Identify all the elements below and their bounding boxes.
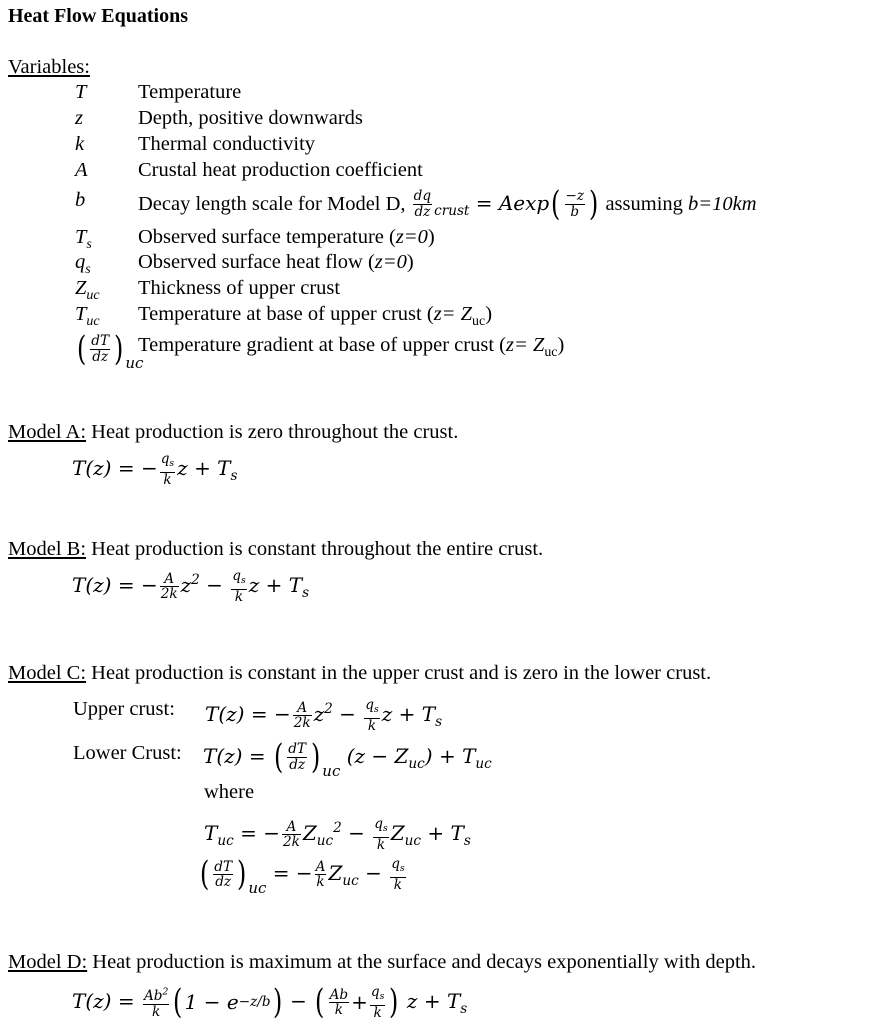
math-group [92,349,108,365]
math-group [138,251,414,273]
variable-description [138,332,564,366]
text-run: A [286,818,297,835]
text-run: dz [289,756,306,773]
text-run: z [313,702,325,727]
text-run: + T [421,821,464,846]
subscript: s [230,467,238,484]
superscript: −z/b [238,994,271,1011]
right-paren: ) [589,184,599,224]
fraction [364,698,379,733]
variable-description [138,224,435,250]
fraction [213,860,233,890]
math-group [286,819,296,835]
text-run: = Aexp [469,190,550,215]
fraction [90,334,110,364]
fraction [373,817,388,852]
parenthesized-group [272,737,341,780]
text-run: Temperature gradient at base of upper crust ( [138,334,506,356]
denominator [160,473,175,487]
text-run: k [234,588,244,605]
where-label: where [204,781,255,803]
text-run: Observed surface heat flow ( [138,251,375,273]
variable-description [138,131,315,157]
text-run: dT [214,858,233,875]
math-group [203,737,492,780]
text-run: k [334,1001,343,1018]
math-group [374,816,388,835]
denominator [364,719,379,733]
math-group [152,1004,160,1020]
math-group [377,837,385,853]
parenthesized-group [198,854,267,898]
numerator [213,860,233,875]
model-b-equation [72,567,309,606]
text-run: 2k [293,715,311,732]
variable-symbol [75,157,88,183]
text-run: ) [406,251,414,273]
math-group [75,251,91,277]
math-group [72,982,468,1023]
math-group [198,854,408,898]
text-run: dT [91,333,110,350]
math-group [235,589,243,605]
italic-text: b=10km [688,192,757,215]
tuc-equation [204,815,471,854]
math-group [214,859,232,875]
math-group [283,834,300,850]
variable-description [138,105,363,131]
right-paren: ) [272,982,282,1023]
denominator [315,875,327,889]
math-group [75,329,144,372]
text-run: + [351,990,368,1015]
text-run: 1 − e [184,990,239,1015]
text-run: = − [233,821,280,846]
italic-text: z= Z [505,334,545,356]
math-group [75,81,86,103]
math-group [394,877,402,893]
text-run: k [376,836,386,853]
text-run: dq [413,188,432,205]
math-group [335,1002,343,1018]
variable-symbol [75,329,144,372]
fraction [390,857,405,892]
text-run: − [199,573,230,598]
denominator [373,838,388,852]
numerator [370,985,385,1006]
math-group [138,277,340,299]
math-group [289,757,305,773]
italic-text: T [75,81,87,103]
right-paren: ) [389,982,399,1023]
math-group [72,568,310,605]
math-group [215,874,231,890]
subscript: uc [472,313,486,329]
subscript: s [169,458,175,470]
denominator [231,590,246,604]
model-d-label: Model D: [8,951,88,973]
subscript: uc [544,344,558,360]
document-title: Heat Flow Equations [8,5,189,27]
italic-text: z=0 [374,251,407,273]
denominator [293,716,312,730]
inline-equation [411,184,601,224]
math-group [138,81,241,103]
text-run: Thermal conductivity [138,133,316,155]
fraction [413,189,432,219]
denominator [213,875,233,889]
right-paren: ) [114,329,124,369]
subscript: uc [316,832,334,849]
fraction [160,572,179,602]
text-run: k [152,1003,161,1020]
numerator [413,189,432,204]
math-group [91,333,109,349]
text-run: Temperature at base of upper crust ( [138,303,434,325]
fraction [160,452,175,487]
variable-description [138,157,423,183]
variable-description [138,301,492,335]
math-group [316,859,326,875]
subscript: uc [408,755,425,772]
text-run: q [391,856,400,872]
math-group [75,133,84,155]
math-group [316,874,324,890]
model-b-label: Model B: [8,538,87,560]
text-run: q [370,984,380,1000]
parenthesized-group [171,982,283,1023]
subscript: s [86,236,92,252]
subscript: uc [322,762,341,780]
denominator [143,1005,169,1019]
math-group [72,451,238,488]
text-run: z + T [248,573,303,598]
model-c-description: Heat production is constant in the upper crust and is zero in the lower crust. [86,662,712,684]
math-group [205,697,443,734]
text-run: q [160,451,170,467]
fraction [143,986,169,1019]
denominator [282,835,301,849]
variables-heading: Variables: [8,56,90,78]
text-run: q [365,697,374,714]
text-run: Depth, positive downwards [138,107,363,129]
upper-crust-equation [205,696,442,735]
upper-crust-label: Upper crust: [73,698,175,720]
italic-text: q [75,251,86,273]
math-group [75,189,85,211]
math-group [414,188,431,204]
variable-symbol [75,131,84,157]
math-group [75,159,88,181]
numerator [160,452,175,473]
model-a-label: Model A: [8,421,87,443]
variable-description [138,184,757,224]
subscript: s [399,863,405,875]
subscript: s [463,832,471,849]
italic-text: T [75,303,87,325]
parenthesized-group [313,982,400,1023]
math-group [373,1005,381,1021]
numerator [293,701,312,716]
left-paren: ( [76,329,87,369]
math-group [330,987,349,1003]
left-paren: ( [273,737,284,777]
italic-text: z=0 [395,226,428,248]
subscript: uc [342,872,359,889]
math-group [138,133,315,155]
numerator [315,860,327,875]
text-run: − [332,702,363,727]
math-group [138,334,565,360]
text-run: T(z) = [203,743,272,768]
text-run: T [204,821,218,846]
subscript: uc [86,287,100,303]
text-run: Decay length scale for Model D, [138,192,411,215]
text-run: T(z) = − [72,455,158,480]
superscript: 2 [333,820,342,836]
model-d-description: Heat production is maximum at the surface and decays exponentially with depth. [87,951,757,973]
text-run: dz [92,348,109,365]
text-run: z + T [177,455,231,480]
variable-description [138,79,241,105]
right-paren: ) [237,854,247,895]
fraction [315,860,327,890]
text-run: A [297,699,308,716]
text-run: Ab [143,988,163,1005]
denominator [370,1006,385,1020]
math-group [163,472,171,488]
text-run: ) + T [424,743,476,768]
text-run: T(z) = − [205,702,291,727]
math-group [144,988,168,1004]
italic-text: k [75,133,85,155]
math-group [365,697,379,716]
lower-crust-equation [203,737,492,780]
italic-text: Z [75,277,87,299]
subscript: s [241,575,246,587]
text-run: Observed surface temperature ( [138,226,396,248]
text-run: assuming [600,192,689,215]
text-run: q [232,568,241,585]
denominator [287,758,307,772]
subscript: s [382,823,388,835]
variable-description [138,249,414,275]
math-group [160,451,175,470]
text-run: Thickness of upper crust [138,277,341,299]
text-run: 2k [282,834,300,851]
variable-symbol [75,79,86,105]
numerator [329,988,350,1003]
model-d-equation [72,982,468,1023]
denominator [90,350,110,364]
math-group [370,984,385,1003]
left-paren: ( [551,184,561,224]
text-run: T(z) = − [72,573,158,598]
left-paren: ( [199,854,210,895]
italic-text: z= Z [433,303,473,325]
italic-text: T [75,226,87,248]
math-group [161,586,178,602]
numerator [143,986,169,1005]
text-run: z [180,573,192,598]
model-b-heading [8,536,543,562]
text-run: dz [215,873,232,890]
text-run: Z [328,860,343,885]
subscript: s [379,991,385,1003]
subscript: s [85,261,91,277]
fraction [565,189,586,219]
fraction [370,985,385,1020]
subscript: uc [475,755,492,772]
italic-text: z [75,107,83,129]
subscript: uc [404,832,421,849]
math-group [566,188,585,204]
subscript: uc [125,354,144,372]
denominator [390,878,405,892]
variable-description [138,275,340,301]
model-c-heading [8,660,711,686]
denominator [413,205,432,219]
numerator [282,820,301,835]
subscript: s [460,1000,468,1017]
denominator [565,205,586,219]
text-run: A [315,858,326,875]
left-paren: ( [173,982,183,1023]
gradient-equation [198,854,408,898]
model-d-heading [8,949,756,975]
math-group [232,568,246,587]
numerator [160,572,179,587]
text-run: k [316,873,325,890]
math-group [138,226,435,248]
subscript: s [435,713,443,730]
italic-text: b [75,189,86,211]
denominator [160,587,179,601]
math-group [75,277,100,303]
math-group [138,159,423,181]
model-c-label: Model C: [8,662,87,684]
parenthesized-group [549,184,600,224]
math-group [297,700,307,716]
superscript: 2 [324,701,333,717]
text-run: z + T [400,988,461,1013]
math-group [75,303,100,329]
model-a-description: Heat production is zero throughout the crust. [86,421,459,443]
fraction [287,742,307,772]
math-group [138,303,493,329]
text-run: − [341,821,372,846]
fraction [293,701,312,731]
text-run: Crustal heat production coefficient [138,159,423,181]
text-run: ) [485,303,493,325]
text-run: Z [390,821,405,846]
math-group [138,184,757,224]
italic-text: A [75,159,88,181]
text-run: = − [266,860,313,885]
subscript: crust [434,202,470,219]
text-run: T(z) = [72,988,141,1013]
text-run: k [367,717,377,734]
text-run: ) [427,226,435,248]
text-run: dz [414,203,431,220]
text-run: Z [302,821,317,846]
model-a-equation [72,452,238,489]
variable-symbol [75,105,83,131]
text-run: k [373,1004,382,1021]
denominator [329,1003,350,1017]
text-run: −z [565,188,585,205]
text-run: 2k [160,586,178,603]
math-group [414,204,430,220]
text-run: z + T [381,702,436,727]
numerator [565,189,586,204]
math-group [75,107,83,129]
numerator [364,698,379,719]
subscript: s [302,584,310,601]
model-a-heading [8,419,458,445]
math-group [368,718,376,734]
text-run: dT [288,741,307,758]
lower-crust-label: Lower Crust: [73,742,182,764]
math-group [288,741,306,757]
fraction [231,569,246,604]
text-run: q [374,816,383,833]
math-group [391,856,405,875]
right-paren: ) [311,737,321,777]
math-group [75,226,92,252]
math-group [204,816,471,853]
math-group [294,715,311,731]
superscript: 2 [162,986,169,998]
numerator [231,569,246,590]
subscript: uc [86,313,100,329]
text-run: k [393,876,403,893]
model-b-description: Heat production is constant throughout the entire crust. [86,538,544,560]
math-group [570,204,579,220]
math-group [164,571,174,587]
fraction [329,988,350,1018]
text-run: − [358,860,389,885]
numerator [90,334,110,349]
subscript: uc [248,879,267,898]
text-run: k [163,471,172,488]
variable-symbol [75,187,85,213]
numerator [373,817,388,838]
math-group [138,107,363,129]
text-run: b [570,203,580,220]
numerator [287,742,307,757]
numerator [390,857,405,878]
text-run: Temperature [138,81,242,103]
subscript: s [374,704,379,716]
text-run: (z − Z [340,743,409,768]
text-run: − [283,988,314,1013]
text-run: Ab [329,986,349,1003]
left-paren: ( [315,982,325,1023]
inline-equation [75,329,144,372]
parenthesized-group [75,329,144,372]
text-run: A [164,570,175,587]
subscript: uc [217,832,234,849]
superscript: 2 [191,572,200,588]
fraction [282,820,301,850]
text-run: ) [557,334,565,356]
